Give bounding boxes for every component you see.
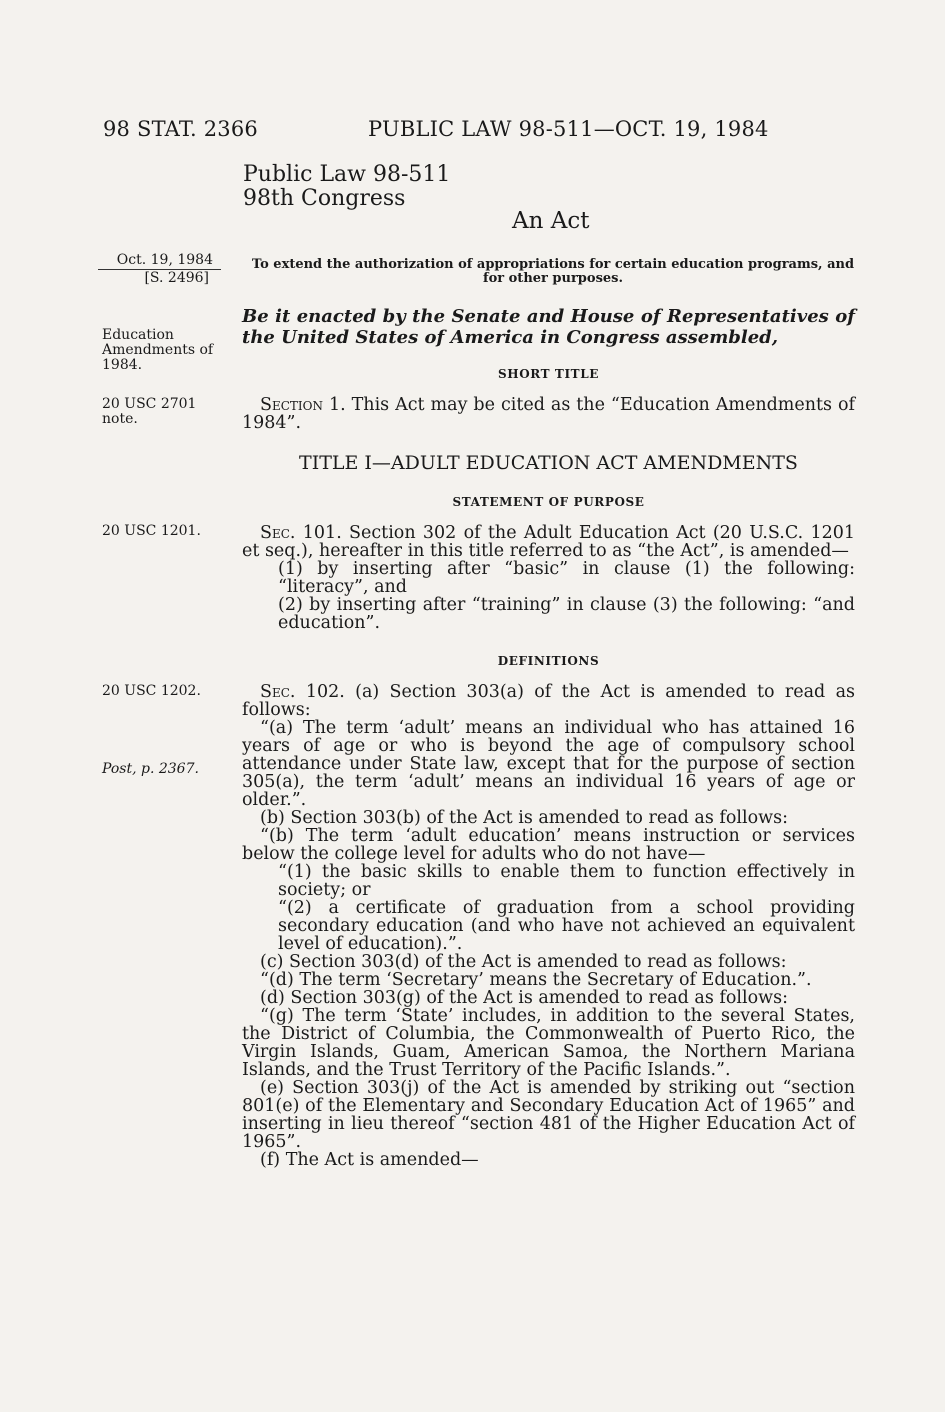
statement-of-purpose-heading: STATEMENT OF PURPOSE [452, 495, 645, 509]
section-101-item-2: (2) by inserting after “training” in clause (3) the following: “and education”. [278, 595, 855, 633]
running-head: PUBLIC LAW 98-511—OCT. 19, 1984 [368, 117, 769, 141]
section-101-item-1: (1) by inserting after “basic” in clause (1) the following: “literacy”, and [278, 559, 855, 597]
section-101-text: 101. Section 302 of the Adult Education Act (20 U.S.C. 1201 et seq.), hereafter in this title referred to as “the Act”, is amended— [242, 523, 855, 561]
section-1-text: 1. This Act may be cited as the “Education Amendments of 1984”. [242, 395, 855, 433]
margin-note-usc-1201: 20 USC 1201. [102, 523, 201, 539]
section-101-intro [242, 524, 855, 560]
section-102-label: Sec. [260, 682, 296, 702]
section-1-label: Section [260, 395, 324, 415]
section-102-d: (d) Section 303(g) of the Act is amended to read as follows: [260, 988, 788, 1008]
section-101 [242, 524, 855, 632]
purpose-statement: To extend the authorization of appropriations for certain education programs, and for other purposes. [251, 257, 855, 286]
section-102-intro [242, 683, 855, 719]
section-1 [242, 396, 855, 432]
margin-note-post: Post, p. 2367. [102, 761, 199, 777]
enactment-date-block [98, 252, 221, 287]
section-102-c: (c) Section 303(d) of the Act is amended to read as follows: [260, 952, 787, 972]
section-102-b-item-2: “(2) a certificate of graduation from a school providing secondary education (and who have not achieved an equivalent level of education).”. [278, 898, 855, 954]
enacting-clause: Be it enacted by the Senate and House of Representatives of the United States of America in Congress assembled, [242, 306, 855, 348]
section-102-b-quote: “(b) The term ‘adult education’ means instruction or services below the college level for adults who do not have— [242, 826, 855, 864]
section-102-f: (f) The Act is amended— [260, 1150, 479, 1170]
short-title-heading: SHORT TITLE [498, 367, 599, 381]
section-102 [242, 683, 855, 1169]
act-label: An Act [512, 208, 590, 234]
section-102-b-item-1: “(1) the basic skills to enable them to function effectively in society; or [278, 862, 855, 900]
definitions-heading: DEFINITIONS [497, 654, 600, 668]
law-title-block [243, 163, 450, 211]
section-102-c-quote: “(d) The term ‘Secretary’ means the Secretary of Education.”. [260, 970, 812, 990]
title-one-heading: TITLE I—ADULT EDUCATION ACT AMENDMENTS [299, 452, 798, 474]
enactment-date: Oct. 19, 1984 [98, 252, 221, 270]
law-number: Public Law 98-511 [243, 162, 451, 187]
section-102-text: 102. (a) Section 303(a) of the Act is amended to read as follows: [242, 682, 855, 720]
margin-note-usc-1202: 20 USC 1202. [102, 683, 201, 699]
bill-number: [S. 2496] [144, 270, 209, 286]
section-102-e: (e) Section 303(j) of the Act is amended by striking out “section 801(e) of the Elementary and Secondary Education Act of 1965” and inserting in lieu thereof “section 481 of the Higher Education Act of 1965”. [242, 1078, 855, 1152]
section-102-d-quote: “(g) The term ‘State’ includes, in addition to the several States, the District of Columbia, the Commonwealth of Puerto Rico, the Virgin Islands, Guam, American Samoa, the Northern Mariana Islands, and the Trust Territory of the Pacific Islands.”. [242, 1006, 855, 1080]
stat-reference: 98 STAT. 2366 [103, 117, 258, 141]
section-101-label: Sec. [260, 523, 296, 543]
section-102-b: (b) Section 303(b) of the Act is amended to read as follows: [260, 808, 788, 828]
margin-note-usc-2701: 20 USC 2701 note. [102, 396, 197, 427]
margin-note-education-amendments: Education Amendments of 1984. [102, 327, 214, 373]
section-102-a-quote: “(a) The term ‘adult’ means an individual who has attained 16 years of age or who is beyond the age of compulsory school attendance under State law, except that for the purpose of section 305(a), the term ‘adult’ means an individual 16 years of age or older.”. [242, 718, 855, 810]
bleed-through-text [640, 170, 646, 194]
congress-number: 98th Congress [243, 186, 406, 211]
